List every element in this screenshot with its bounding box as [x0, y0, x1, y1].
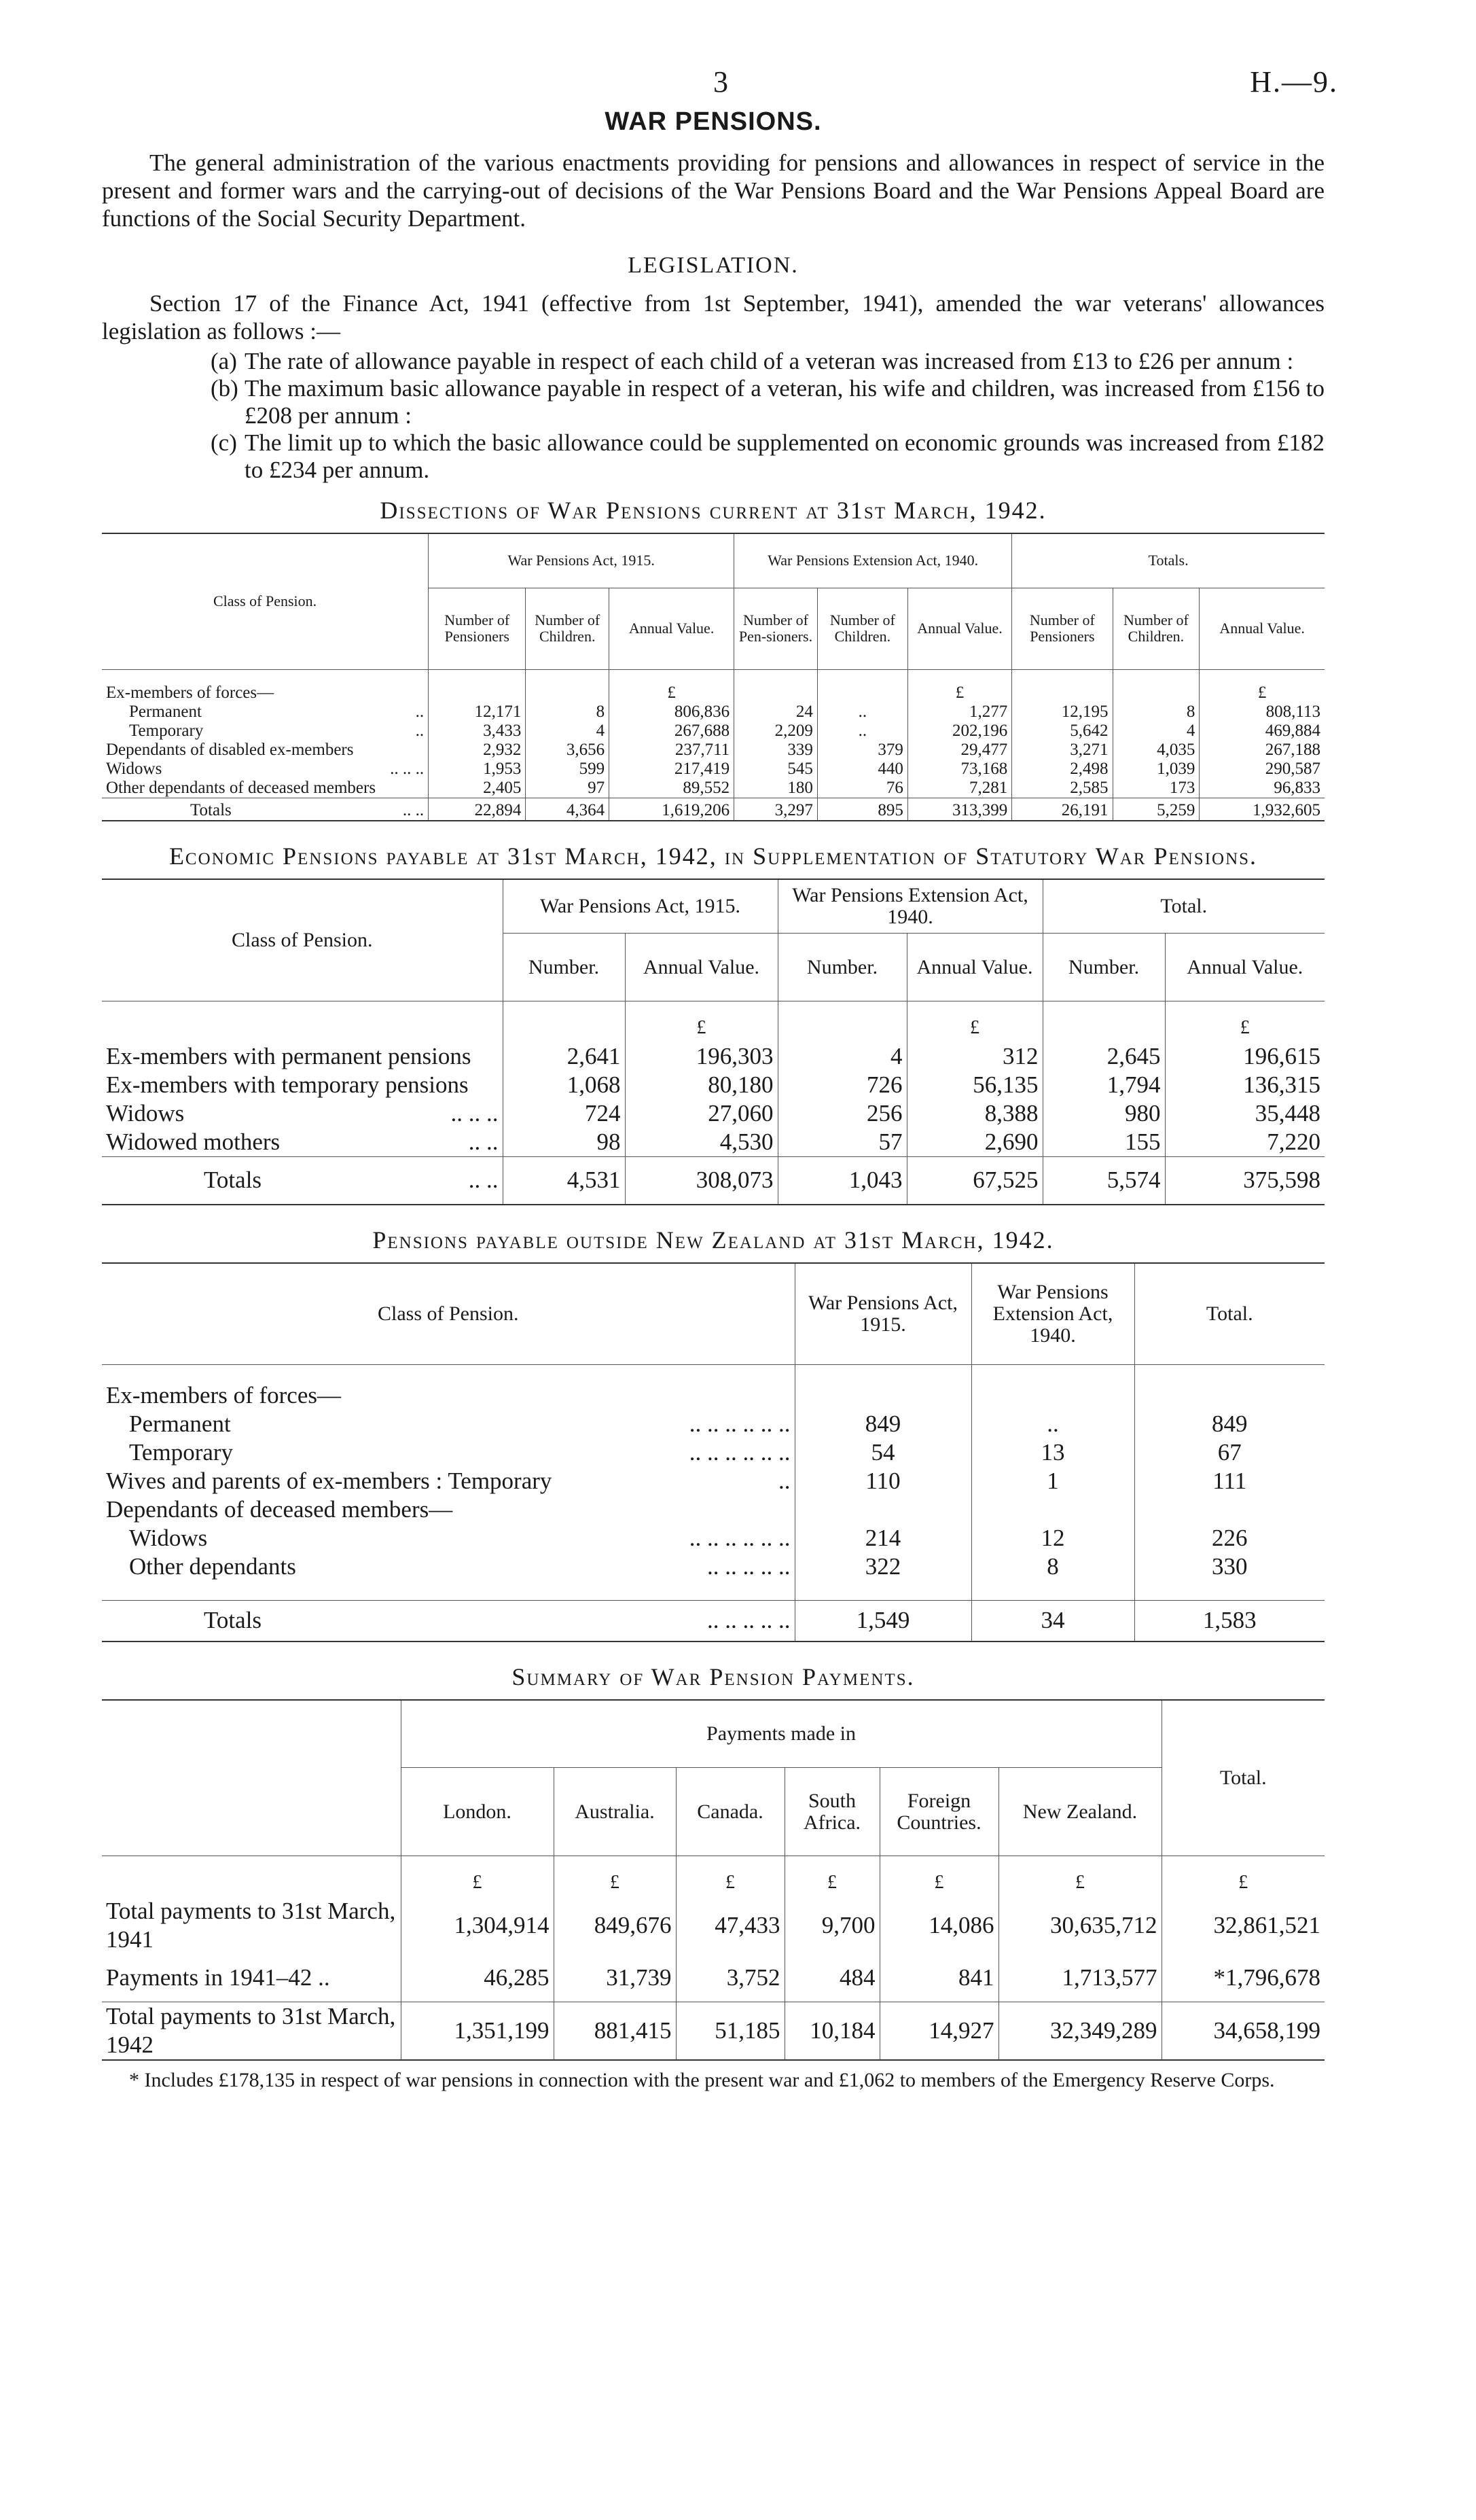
table-row: Wives and parents of ex-members : Temporary .. 110 1 111 [102, 1467, 1325, 1495]
table-row: Ex-members with permanent pensions 2,641 196,303 4 312 2,645 196,615 [102, 1042, 1325, 1071]
legislation-paragraph: Section 17 of the Finance Act, 1941 (effective from 1st September, 1941), amended the war veterans' allowances legislation as follows :— [102, 290, 1325, 344]
column-header: Number. [503, 934, 625, 1001]
column-header: Number. [778, 934, 907, 1001]
class-header: Class of Pension. [213, 592, 317, 610]
table-row: Ex-members of forces— [102, 1365, 1325, 1410]
column-header: New Zealand. [998, 1768, 1162, 1856]
amendment-item: (c) The limit up to which the basic allowance could be supplemented on economic grounds was increased from £182 to £234 per annum. [211, 429, 1325, 483]
column-header: Australia. [554, 1768, 676, 1856]
column-header: Annual Value. [1165, 934, 1325, 1001]
table-row: Dependants of deceased members— [102, 1495, 1325, 1524]
table-row: Other dependants .. .. .. .. .. 322 8 330 [102, 1552, 1325, 1581]
intro-paragraph: The general administration of the various enactments providing for pensions and allowances in respect of service in the present and former wars and the carrying-out of decisions of the War Pensions Board and the War Pensions Appeal Board are functions of the Social Security Department. [102, 149, 1325, 232]
column-header: Annual Value. [1200, 588, 1325, 669]
table-row: Widows .. .. .. 1,953 599 217,419 545 440 73,168 2,498 1,039 290,587 [102, 760, 1325, 779]
totals-row: Totals .. .. .. .. .. 1,549 34 1,583 [102, 1601, 1325, 1641]
blank-header [102, 1700, 401, 1856]
amendment-item: (a) The rate of allowance payable in respect of each child of a veteran was increased from £13 to £26 per annum : [211, 348, 1294, 374]
table1-caption: Dissections of War Pensions current at 31st March, 1942. [380, 497, 1047, 524]
column-header: Number of Children. [817, 588, 907, 669]
class-header: Class of Pension. [377, 1302, 519, 1325]
economic-pensions-table [102, 879, 1325, 1205]
column-header: Number of Children. [526, 588, 609, 669]
page-number: 3 [713, 65, 728, 99]
group-header: War Pensions Extension Act, 1940. [778, 879, 1043, 934]
table-row: Temporary .. 3,433 4 267,688 2,209 .. 202,196 5,642 4 469,884 [102, 722, 1325, 741]
dissections-table [102, 533, 1325, 821]
table-row: Widowed mothers .. .. 98 4,530 57 2,690 155 7,220 [102, 1128, 1325, 1157]
column-header: Total. [1162, 1700, 1325, 1856]
column-header: Annual Value. [609, 588, 734, 669]
table-row: Ex-members with temporary pensions 1,068 80,180 726 56,135 1,794 136,315 [102, 1071, 1325, 1099]
summary-payments-table [102, 1699, 1325, 2061]
table-row: Permanent .. .. .. .. .. .. 849 .. 849 [102, 1410, 1325, 1438]
column-header: War Pensions Extension Act, 1940. [971, 1263, 1134, 1365]
table-row: Permanent .. 12,171 8 806,836 24 .. 1,277 12,195 8 808,113 [102, 703, 1325, 722]
column-header: War Pensions Act, 1915. [795, 1263, 971, 1365]
group-header: War Pensions Extension Act, 1940. [734, 533, 1012, 588]
column-header: Number of Pen-sioners. [734, 588, 818, 669]
column-header: Foreign Countries. [880, 1768, 998, 1856]
table-row: Payments in 1941–42 .. 46,285 31,739 3,752 484 841 1,713,577 *1,796,678 [102, 1954, 1325, 2002]
page-title: WAR PENSIONS. [605, 107, 822, 136]
totals-row: Total payments to 31st March, 1942 1,351,199 881,415 51,185 10,184 14,927 32,349,289 34,658,199 [102, 2002, 1325, 2060]
class-header: Class of Pension. [231, 928, 373, 951]
amendment-item: (b) The maximum basic allowance payable in respect of a veteran, his wife and children, was increased from £156 to £208 per annum : [211, 375, 1325, 429]
column-header: London. [401, 1768, 554, 1856]
column-header: Number of Pensioners [429, 588, 526, 669]
legislation-heading: LEGISLATION. [628, 253, 799, 278]
table-row: Total payments to 31st March, 1941 1,304,914 849,676 47,433 9,700 14,086 30,635,712 32,861,521 [102, 1897, 1325, 1954]
table-row: Widows .. .. .. .. .. .. 214 12 226 [102, 1524, 1325, 1552]
document-reference: H.—9. [1250, 65, 1338, 99]
column-header: Annual Value. [907, 934, 1043, 1001]
column-header: Number of Children. [1113, 588, 1200, 669]
totals-row: Totals .. .. 22,894 4,364 1,619,206 3,297 895 313,399 26,191 5,259 1,932,605 [102, 798, 1325, 821]
group-header: Total. [1043, 879, 1325, 934]
table-row: Temporary .. .. .. .. .. .. 54 13 67 [102, 1438, 1325, 1467]
column-header: Number of Pensioners [1012, 588, 1113, 669]
amendment-list [211, 348, 1325, 484]
table-row: Ex-members of forces— £ £ £ [102, 669, 1325, 703]
column-header: Total. [1134, 1263, 1325, 1365]
overseas-pensions-table [102, 1262, 1325, 1642]
table3-caption: Pensions payable outside New Zealand at 31st March, 1942. [372, 1226, 1054, 1254]
table4-caption: Summary of War Pension Payments. [511, 1663, 915, 1690]
table-row: £ £ £ [102, 1001, 1325, 1043]
table-row: Other dependants of deceased members 2,405 97 89,552 180 76 7,281 2,585 173 96,833 [102, 779, 1325, 798]
group-header: War Pensions Act, 1915. [429, 533, 734, 588]
document-page [102, 0, 1338, 2092]
totals-row: Totals .. .. 4,531 308,073 1,043 67,525 5,574 375,598 [102, 1157, 1325, 1205]
table-row: Dependants of disabled ex-members 2,932 3,656 237,711 339 379 29,477 3,271 4,035 267,188 [102, 741, 1325, 760]
column-header: Annual Value. [625, 934, 778, 1001]
column-header: Canada. [676, 1768, 785, 1856]
column-header: Number. [1043, 934, 1165, 1001]
group-header: War Pensions Act, 1915. [503, 879, 778, 934]
column-header: South Africa. [785, 1768, 880, 1856]
table-row: Widows .. .. .. 724 27,060 256 8,388 980 35,448 [102, 1099, 1325, 1128]
table-row: £ £ £ £ £ £ £ [102, 1856, 1325, 1898]
column-header: Annual Value. [907, 588, 1011, 669]
table2-caption: Economic Pensions payable at 31st March, 1942, in Supplementation of Statutory War Pensions. [168, 842, 1258, 870]
group-header: Totals. [1012, 533, 1325, 588]
footnote: * Includes £178,135 in respect of war pensions in connection with the present war and £1,062 to members of the Emergency Reserve Corps. [129, 2068, 1275, 2091]
page-header [102, 0, 1338, 102]
group-header: Payments made in [401, 1700, 1162, 1768]
table-row [102, 1581, 1325, 1601]
